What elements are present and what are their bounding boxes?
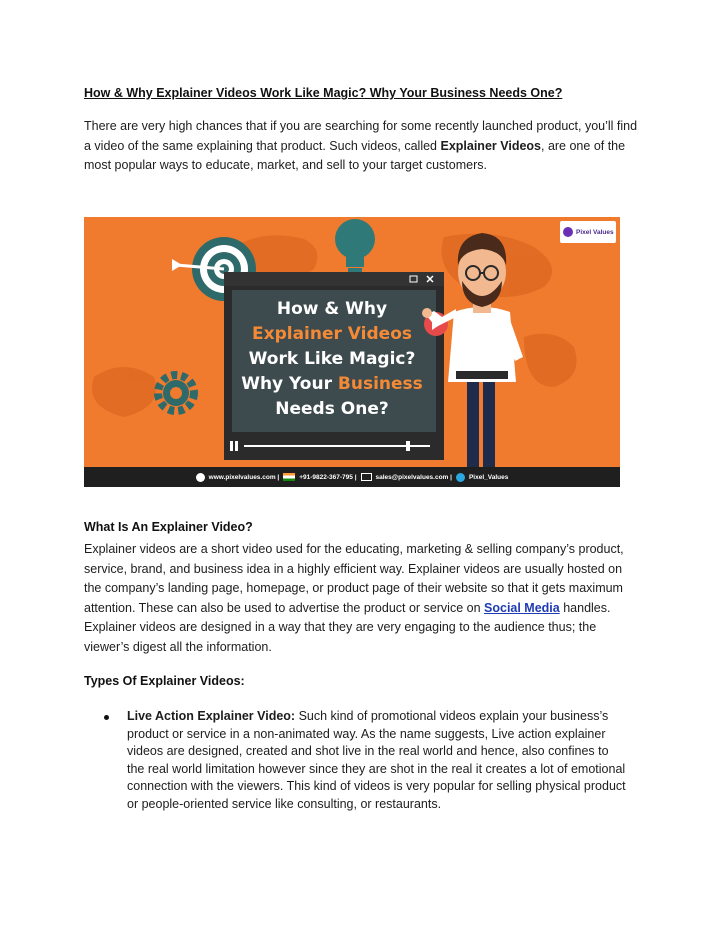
india-flag-icon <box>283 473 295 481</box>
banner-headline: How & Why Explainer Videos Work Like Magic? Why Your Business Needs One? <box>241 299 423 419</box>
intro-paragraph: There are very high chances that if you are searching for some recently launched product, you’ll find a video of the same explaining that product. Such videos, called Explainer Videos, are one of the most popular ways to educate, market, and sell to your target customers. <box>84 119 638 172</box>
mail-icon <box>361 473 372 481</box>
page-title: How & Why Explainer Videos Work Like Magic? Why Your Business Needs One? <box>84 86 563 100</box>
pixel-values-logo: Pixel Values <box>560 221 616 243</box>
logo-icon <box>563 227 573 237</box>
section-heading-types: Types Of Explainer Videos: <box>84 674 245 688</box>
lightbulb-icon <box>335 219 375 272</box>
bullet-icon <box>104 715 109 720</box>
gear-icon <box>158 375 194 411</box>
globe-icon <box>196 473 205 482</box>
skype-icon <box>456 473 465 482</box>
explainer-videos-bold: Explainer Videos <box>440 138 541 153</box>
what-paragraph: Explainer videos are a short video used for the educating, marketing & selling company’s product, service, brand, and business idea in a highly efficient way. Explainer videos are usually hosted on the company’s landing page, homepage, or product page of their website so that it gets maximum attention. These can also be used to advertise the product or service on Social Media handles. Explainer videos are designed in a way that they are very engaging to the audience thus; the viewer’s digest all the information. <box>84 542 624 654</box>
contact-bar: www.pixelvalues.com | +91-9822-367-795 | sales@pixelvalues.com | Pixel_Values <box>84 467 620 487</box>
section-heading-what: What Is An Explainer Video? <box>84 520 253 534</box>
list-item: Live Action Explainer Video: Such kind of promotional videos explain your business’s product or service in a non-animated way. As the name suggests, Live action explainer videos are designed, created and shot live in the real world and hence, also confines to the real world limitation however since they are shot in the real it creates a lot of emotional connection with the viewers. This kind of videos is very popular for selling physical product or people-oriented service like consulting, or restaurants. <box>127 709 626 811</box>
social-media-link[interactable]: Social Media <box>484 600 560 615</box>
banner-image <box>84 217 620 487</box>
